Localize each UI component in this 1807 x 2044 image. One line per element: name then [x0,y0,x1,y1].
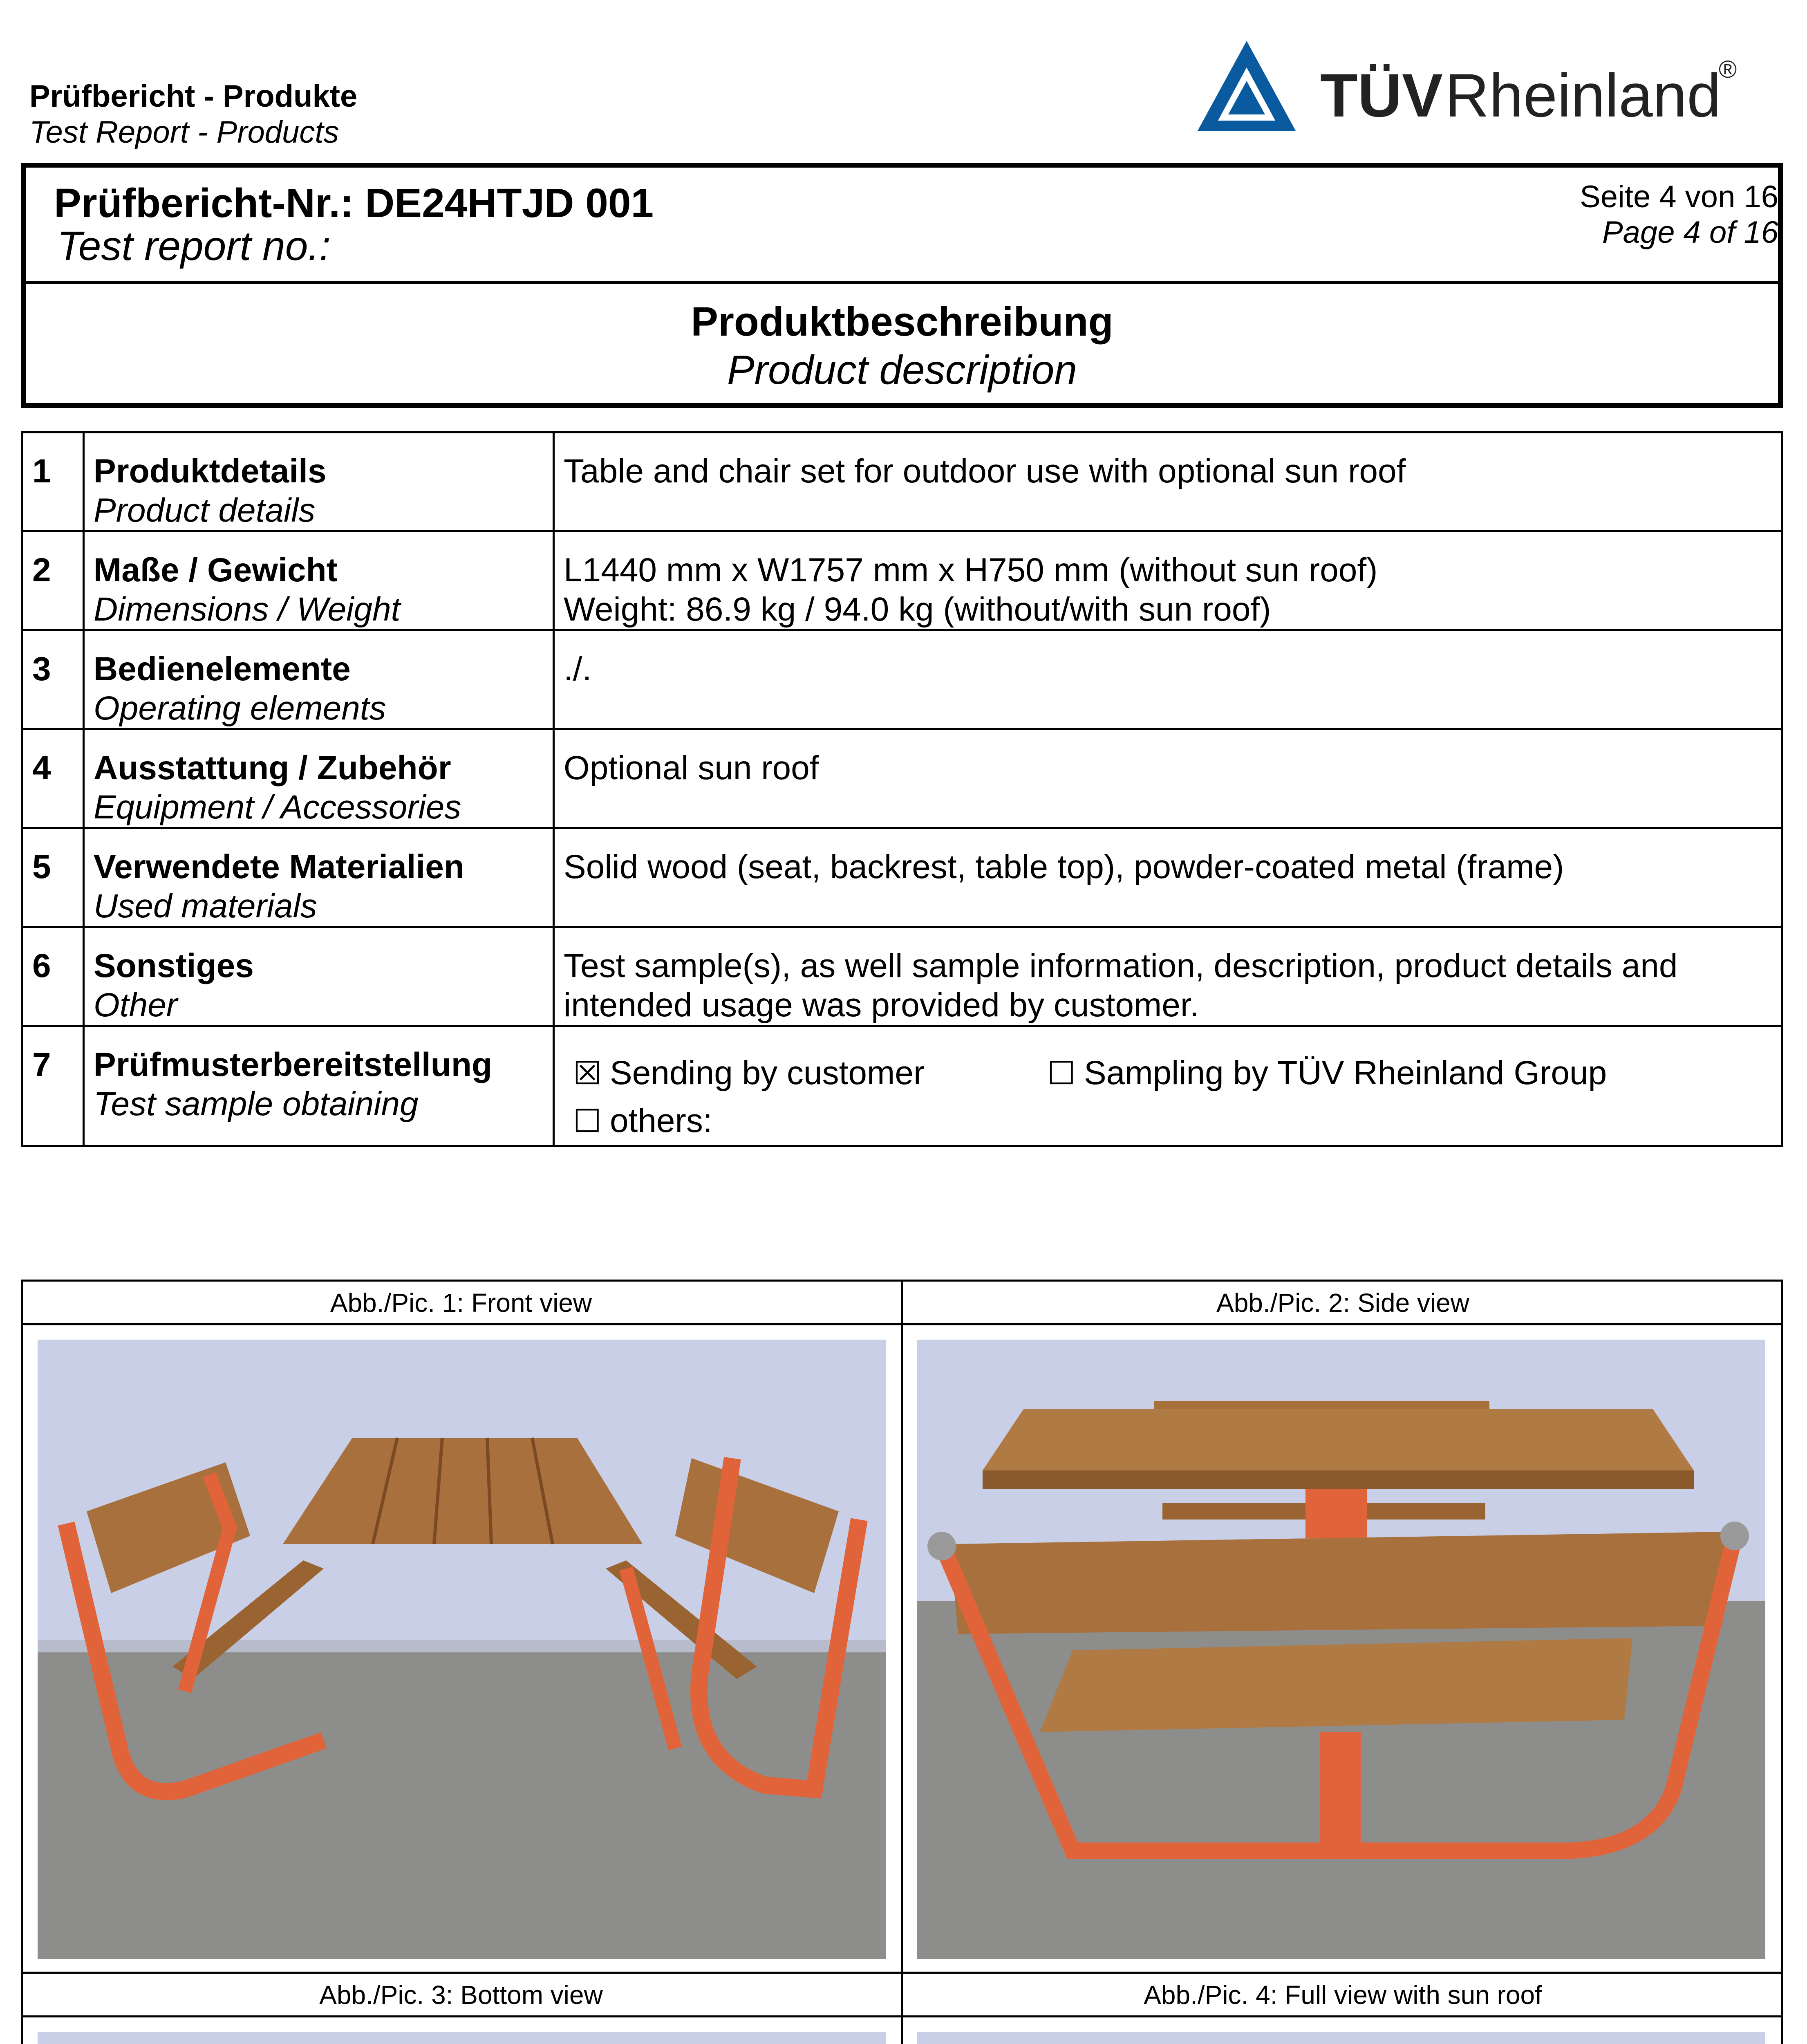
photo-full-view-sun-roof [917,2032,1765,2044]
pictures-divider-middle [21,1972,1783,1974]
details-row-other [22,927,1782,1026]
row-value [554,927,1782,1026]
row-value [554,531,1782,630]
row-label-en: Test sample obtaining [94,1085,419,1123]
row-label-de: Verwendete Materialien [94,848,464,885]
row-number: 6 [22,927,84,1026]
photo-side-view [917,1340,1765,1959]
picture-caption-3: Abb./Pic. 3: Bottom view [319,1980,603,2010]
tuv-rheinland-logo [1185,33,1758,139]
row-label [84,630,554,729]
row-value [554,729,1782,828]
row-label-en: Dimensions / Weight [94,591,401,628]
row-value-line: L1440 mm x W1757 mm x H750 mm (without sun roof) [564,551,1378,589]
details-row-dimensions [22,531,1782,630]
row-value-line: intended usage was provided by customer. [564,986,1199,1024]
option-others[interactable] [573,1097,712,1145]
row-label-en: Used materials [94,888,317,925]
row-value-line: ./. [564,650,592,688]
photo-bottom-view [38,2032,886,2044]
option-label: Sampling by TÜV Rheinland Group [1084,1054,1607,1091]
row-number: 1 [22,433,84,531]
section-title-de: Produktbeschreibung [691,299,1113,345]
row-label-en: Equipment / Accessories [94,789,461,826]
row-number: 5 [22,828,84,927]
row-value-line: Optional sun roof [564,749,819,787]
row-value [554,828,1782,927]
product-details-table [21,431,1783,1147]
header-title-de: Prüfbericht - Produkte [29,79,358,114]
row-label-de: Produktdetails [94,453,327,490]
row-label [84,531,554,630]
row-number: 4 [22,729,84,828]
frame-divider [21,281,1783,284]
triangle-logo-icon [1198,41,1296,131]
details-row-equipment [22,729,1782,828]
option-sending-by-customer[interactable] [573,1049,1047,1097]
row-label-de: Maße / Gewicht [94,551,338,589]
page-indicator-en: Page 4 of 16 [1602,215,1778,250]
checkbox-unchecked-icon[interactable]: ☐ [1047,1055,1076,1092]
checkbox-checked-icon[interactable]: ☒ [573,1055,602,1092]
photo-front-view [38,1340,886,1959]
row-number: 7 [22,1026,84,1146]
pictures-divider-caption [21,1323,1783,1325]
row-value [554,630,1782,729]
row-value-line: Test sample(s), as well sample information, description, product details and [564,947,1678,984]
option-label: Sending by customer [609,1054,925,1091]
details-row-product [22,433,1782,531]
details-row-materials [22,828,1782,927]
option-sampling-by-tuv[interactable] [1047,1049,1607,1097]
row-label [84,927,554,1026]
page-indicator-de: Seite 4 von 16 [1580,179,1778,214]
row-label [84,828,554,927]
row-number: 3 [22,630,84,729]
picture-caption-1: Abb./Pic. 1: Front view [330,1288,592,1318]
picture-caption-4: Abb./Pic. 4: Full view with sun roof [1144,1980,1542,2010]
section-title-en: Product description [727,347,1077,393]
row-label-de: Ausstattung / Zubehör [94,749,451,787]
row-value-line: Weight: 86.9 kg / 94.0 kg (without/with sun roof) [564,591,1271,628]
pictures-divider-vertical [901,1280,903,2044]
report-number: Prüfbericht-Nr.: DE24HTJD 001 [54,180,654,226]
details-row-sample-obtaining [22,1026,1782,1146]
row-label [84,433,554,531]
row-label-de: Sonstiges [94,947,254,984]
row-label-en: Operating elements [94,690,386,727]
checkbox-unchecked-icon[interactable]: ☐ [573,1103,602,1140]
row-label [84,1026,554,1146]
header-title-en: Test Report - Products [29,115,339,150]
details-row-operating [22,630,1782,729]
logo-text-bold: TÜV [1320,61,1443,130]
row-value [554,1026,1782,1146]
pictures-divider-caption [21,2015,1783,2017]
logo-text-regular: Rheinland [1445,61,1721,130]
logo-registered-mark: ® [1719,56,1737,83]
row-label-en: Product details [94,492,316,529]
option-label: others: [609,1102,712,1139]
row-value-line: Table and chair set for outdoor use with optional sun roof [564,453,1406,490]
row-label-de: Prüfmusterbereitstellung [94,1046,493,1083]
row-label-de: Bedienelemente [94,650,351,688]
row-number: 2 [22,531,84,630]
row-label-en: Other [94,986,178,1024]
row-value [554,433,1782,531]
picture-caption-2: Abb./Pic. 2: Side view [1216,1288,1469,1318]
row-value-line: Solid wood (seat, backrest, table top), powder-coated metal (frame) [564,848,1564,885]
report-number-label-en: Test report no.: [57,223,331,269]
row-label [84,729,554,828]
